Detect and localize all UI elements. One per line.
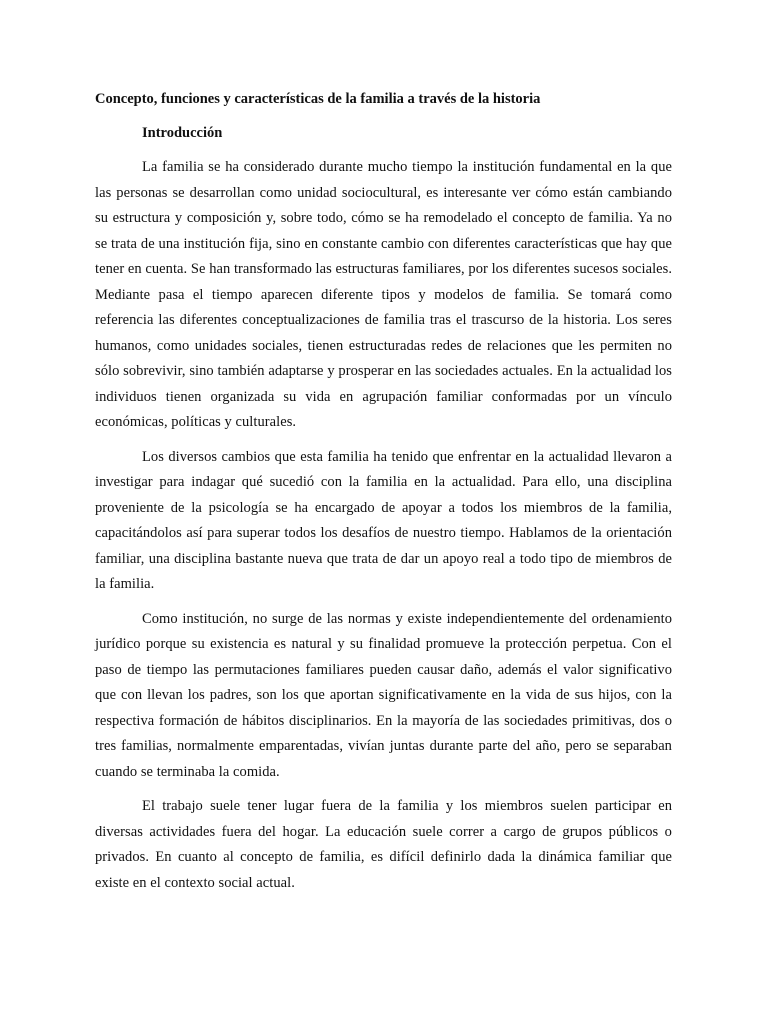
paragraph-1: La familia se ha considerado durante mucho tiempo la institución fundamental en la que las personas se desarrollan como unidad sociocultural, es interesante ver cómo están cambiando su estructura y composición y, sobre todo, cómo se ha remodelado el concepto de familia. Ya no se trata de una institución fija, sino en constante cambio con diferentes características que hay que tener en cuenta. Se han transformado las estructuras familiares, por los diferentes sucesos sociales. Mediante pasa el tiempo aparecen diferente tipos y modelos de familia. Se tomará como referencia las diferentes conceptualizaciones de familia tras el trascurso de la historia. Los seres humanos, como unidades sociales, tienen estructuradas redes de relaciones que les permiten no sólo sobrevivir, sino también adaptarse y prosperar en las sociedades actuales. En la actualidad los individuos tienen organizada su vida en agrupación familiar conformadas por un vínculo económicas, políticas y culturales.: [95, 159, 672, 430]
paragraph-2: Los diversos cambios que esta familia ha tenido que enfrentar en la actualidad llevaron a investigar para indagar qué sucedió con la familia en la actualidad. Para ello, una disciplina proveniente de la psicología se ha encargado de apoyar a todos los miembros de la familia, capacitándolos así para superar todos los desafíos de nuestro tiempo. Hablamos de la orientación familiar, una disciplina bastante nueva que trata de dar un apoyo real a todo tipo de miembros de la familia.: [95, 448, 672, 592]
section-heading-introduccion: Introducción: [142, 125, 223, 141]
paragraph-3: Como institución, no surge de las normas y existe independientemente del ordenamiento jurídico porque su existencia es natural y su finalidad promueve la protección perpetua. Con el paso de tiempo las permutaciones familiares pueden causar daño, además el valor significativo que con llevan los padres, son los que aportan significativamente en la vida de sus hijos, con la respectiva formación de hábitos disciplinarios. En la mayoría de las sociedades primitivas, dos o tres familias, normalmente emparentadas, vivían juntas durante parte del año, pero se separaban cuando se terminaba la comida.: [95, 610, 672, 780]
paragraph-4: El trabajo suele tener lugar fuera de la familia y los miembros suelen participar en diversas actividades fuera del hogar. La educación suele correr a cargo de grupos públicos o privados. En cuanto al concepto de familia, es difícil definirlo dada la dinámica familiar que existe en el contexto social actual.: [95, 798, 672, 891]
document-title: Concepto, funciones y características de la familia a través de la historia: [95, 91, 541, 107]
document-body: [95, 89, 672, 905]
